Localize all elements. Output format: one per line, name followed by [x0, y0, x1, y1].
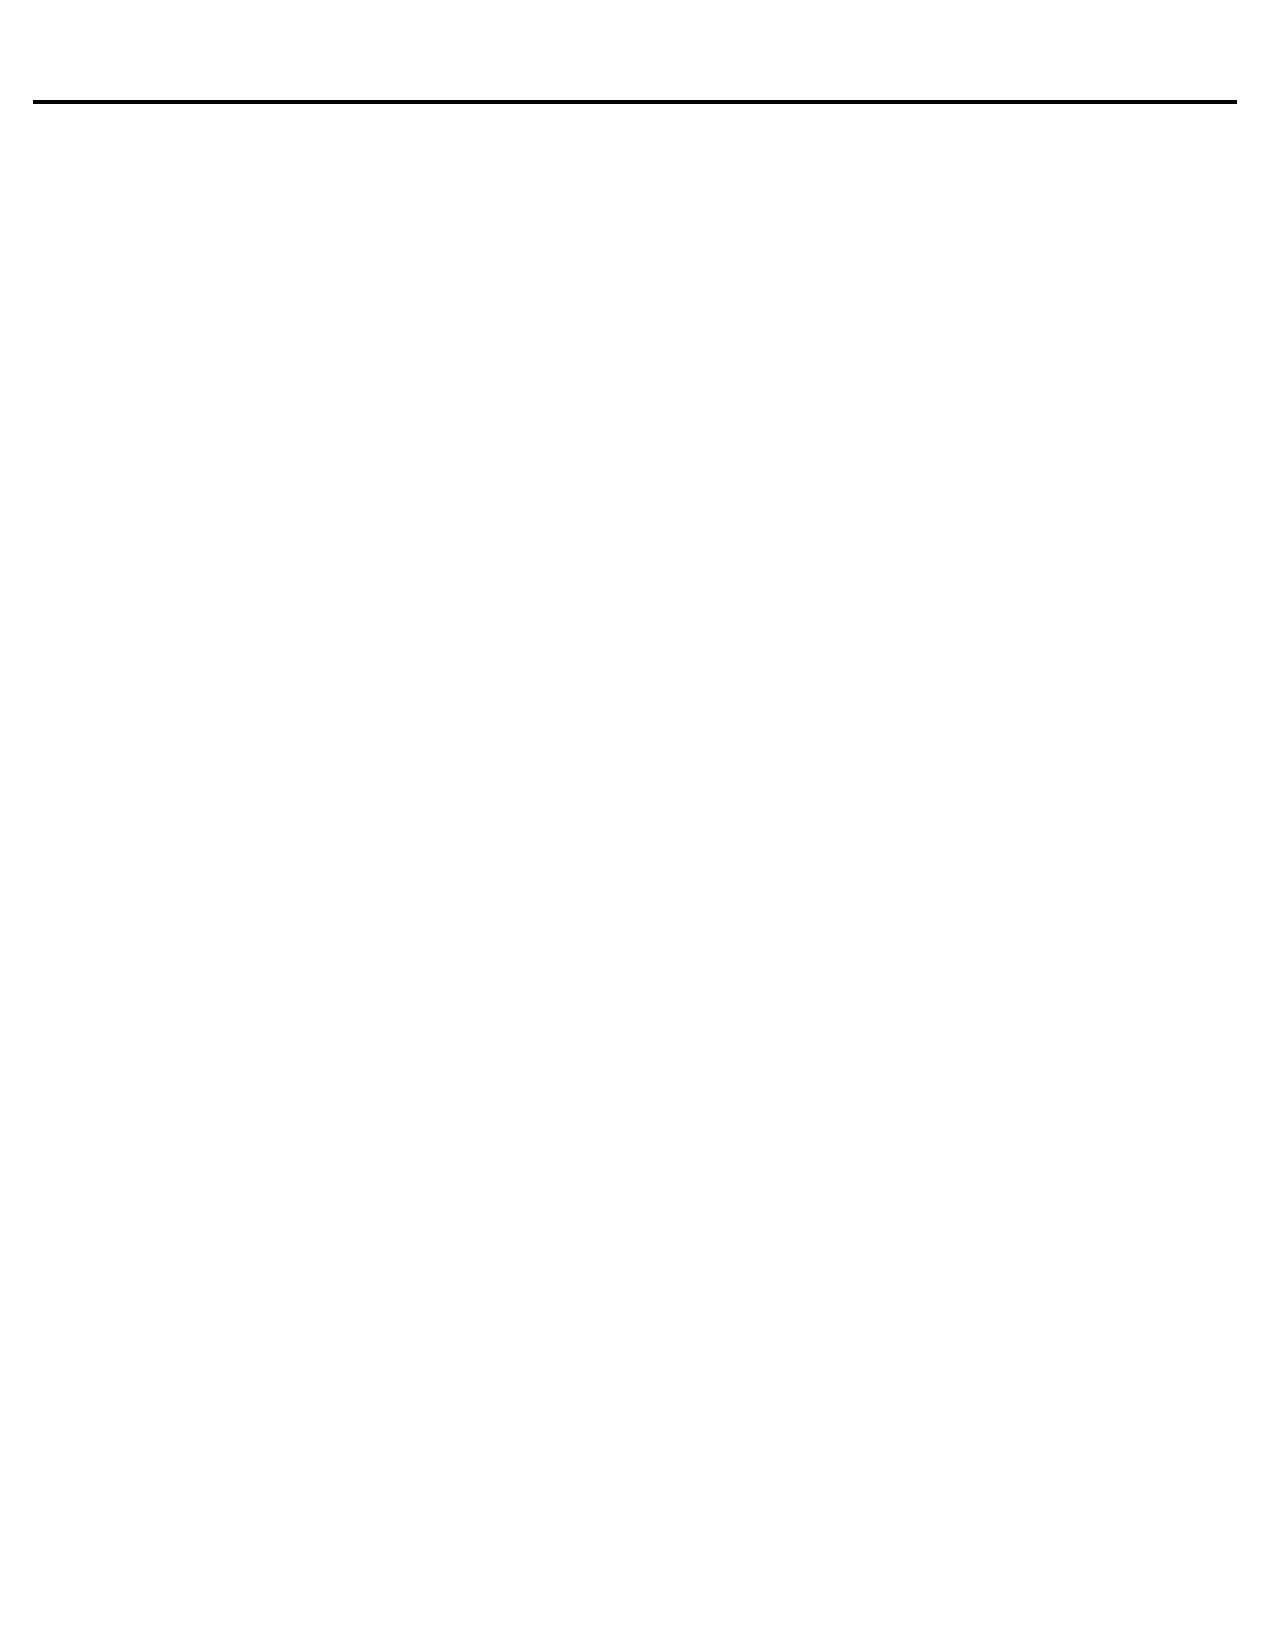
- title-rule: [33, 100, 1237, 104]
